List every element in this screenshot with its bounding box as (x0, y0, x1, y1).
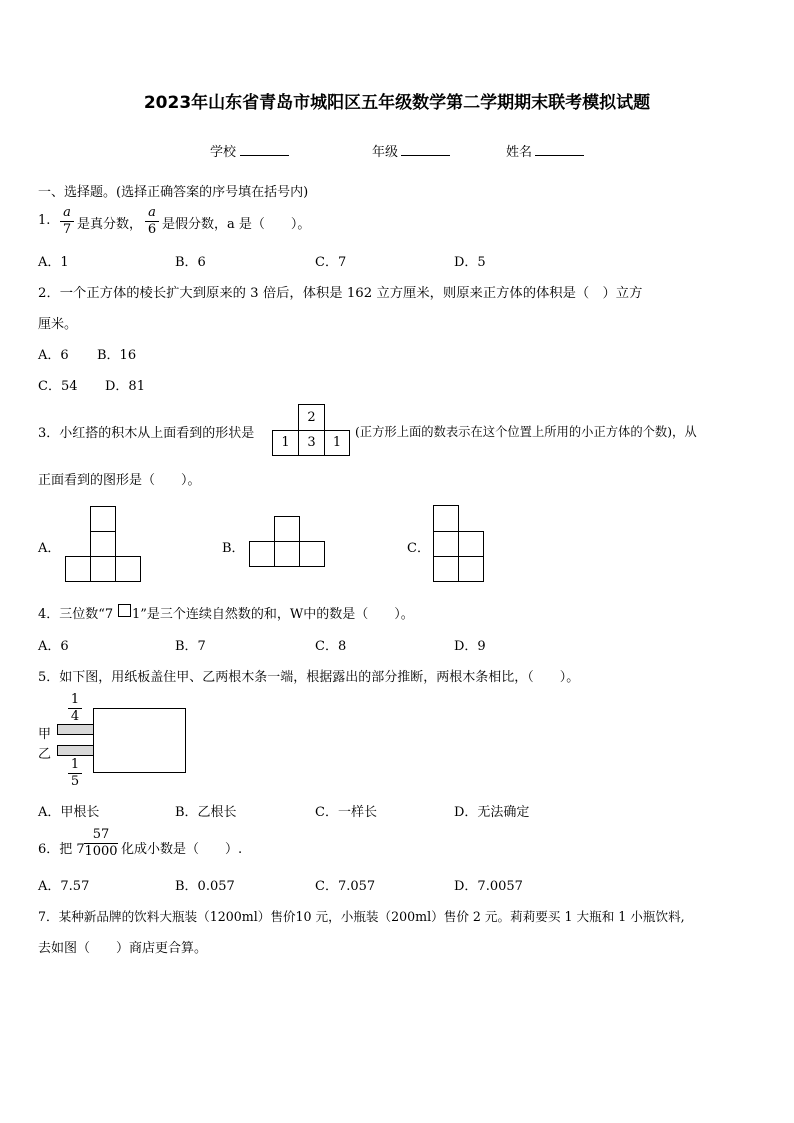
grade-label: 年级 (372, 145, 399, 160)
q1-frac2-numerator: a (148, 205, 156, 220)
q3-text-prefix: 3．小红搭的积木从上面看到的形状是 (38, 426, 255, 441)
figure-a-square (90, 556, 116, 582)
q6-frac-denominator: 1000 (84, 844, 118, 859)
q3-option-a-label[interactable]: A． (38, 541, 61, 556)
q5-label-jia: 甲 (38, 727, 52, 742)
q4-option-c[interactable]: C．8 (315, 639, 347, 654)
q2-option-c[interactable]: C．54 (38, 379, 78, 394)
figure-a-square (90, 506, 116, 532)
q4-blank-box[interactable] (118, 604, 131, 617)
q1-option-d[interactable]: D．5 (454, 255, 486, 270)
figure-c-square (458, 556, 484, 582)
q3-option-a-figure[interactable] (65, 506, 141, 582)
figure-b-square (249, 541, 275, 567)
figure-a-square (115, 556, 141, 582)
q2-option-b[interactable]: B．16 (97, 348, 137, 363)
q5-option-a[interactable]: A．甲根长 (38, 805, 100, 820)
q6-option-d[interactable]: D．7.0057 (454, 879, 523, 894)
grade-blank[interactable] (401, 141, 450, 156)
q5-frac-bottom-denominator: 5 (70, 774, 80, 789)
q4-option-a[interactable]: A．6 (38, 639, 69, 654)
q5-option-b[interactable]: B．乙根长 (175, 805, 237, 820)
q1-fraction-a7 (60, 206, 74, 237)
cover-board (93, 708, 186, 773)
q5-fraction-quarter (68, 693, 82, 724)
q2-text-line1: 2．一个正方体的棱长扩大到原来的 3 倍后，体积是 162 立方厘米，则原来正方体的体积是（ ）立方 (38, 286, 643, 301)
q1-frac1-denominator: 7 (62, 222, 72, 237)
figure-c-square (433, 556, 459, 582)
q6-text-prefix: 6．把 7 (38, 842, 85, 857)
q6-text-suffix: 化成小数是（ ）. (121, 842, 243, 857)
q3-text-suffix: (正方形上面的数表示在这个位置上所用的小正方体的个数)，从 (355, 425, 697, 439)
q3-top-cell: 2 (298, 404, 325, 431)
name-label: 姓名 (506, 145, 533, 160)
page-title: 2023年山东省青岛市城阳区五年级数学第二学期期末联考模拟试题 (143, 93, 651, 113)
figure-a-square (90, 531, 116, 557)
q6-option-a[interactable]: A．7.57 (38, 879, 90, 894)
q5-frac-top-denominator: 4 (70, 709, 80, 724)
q1-frac2-denominator: 6 (147, 222, 157, 237)
q5-frac-bottom-numerator: 1 (70, 757, 80, 772)
q5-option-c[interactable]: C．一样长 (315, 805, 377, 820)
figure-c-square (458, 531, 484, 557)
q3-option-b-figure[interactable] (249, 516, 325, 567)
q1-option-a[interactable]: A．1 (38, 255, 69, 270)
q3-row-cell-1: 1 (272, 430, 299, 456)
q4-text-b: 1”是三个连续自然数的和，W中的数是（ ）。 (132, 607, 414, 622)
q1-text-mid: 是真分数， (77, 217, 143, 232)
figure-b-square (299, 541, 325, 567)
q3-row-cell-3: 1 (324, 430, 350, 456)
q4-option-d[interactable]: D．9 (454, 639, 486, 654)
q2-option-d[interactable]: D．81 (105, 379, 145, 394)
figure-c-square (433, 505, 459, 532)
q3-option-c-figure[interactable] (433, 505, 484, 582)
q1-text-tail: 是假分数，a 是（ ）。 (162, 217, 311, 232)
figure-b-square (274, 516, 300, 542)
q3-option-c-label[interactable]: C． (407, 541, 430, 556)
q5-option-d[interactable]: D．无法确定 (454, 805, 530, 820)
figure-b-square (274, 541, 300, 567)
stick-jia (57, 724, 95, 735)
q5-text: 5．如下图，用纸板盖住甲、乙两根木条一端，根据露出的部分推断，两根木条相比，（ ）。 (38, 670, 580, 685)
q1-option-c[interactable]: C．7 (315, 255, 347, 270)
q6-option-b[interactable]: B．0.057 (175, 879, 235, 894)
q3-top-view-grid (272, 404, 350, 456)
q5-label-yi: 乙 (38, 747, 52, 762)
q1-fraction-a6 (145, 206, 159, 237)
q2-option-a[interactable]: A．6 (38, 348, 69, 363)
q2-text-line2: 厘米。 (38, 317, 78, 332)
q3-text-line2: 正面看到的图形是（ ）。 (38, 473, 201, 488)
q6-fraction (84, 828, 118, 859)
q1-frac1-numerator: a (63, 205, 71, 220)
school-blank[interactable] (240, 141, 289, 156)
q3-row-cell-2: 3 (298, 430, 325, 456)
section-heading: 一、选择题。(选择正确答案的序号填在括号内) (38, 185, 309, 200)
q5-fraction-fifth (68, 758, 82, 789)
name-blank[interactable] (535, 141, 584, 156)
q4-option-b[interactable]: B．7 (175, 639, 206, 654)
q6-option-c[interactable]: C．7.057 (315, 879, 376, 894)
q1-number: 1. (38, 213, 51, 228)
q6-frac-numerator: 57 (92, 827, 110, 842)
q7-text-line2: 去如图（ ）商店更合算。 (38, 941, 208, 956)
q5-frac-top-numerator: 1 (70, 692, 80, 707)
q7-text-line1: 7．某种新品牌的饮料大瓶装（1200ml）售价10 元，小瓶装（200ml）售价 2 元。莉莉要买 1 大瓶和 1 小瓶饮料, (38, 909, 685, 924)
figure-a-square (65, 556, 91, 582)
q3-option-b-label[interactable]: B． (222, 541, 245, 556)
school-label: 学校 (210, 145, 237, 160)
q1-option-b[interactable]: B．6 (175, 255, 206, 270)
figure-c-square (433, 531, 459, 557)
q4-text-a: 4．三位数“7 (38, 607, 114, 622)
stick-yi (57, 745, 95, 756)
